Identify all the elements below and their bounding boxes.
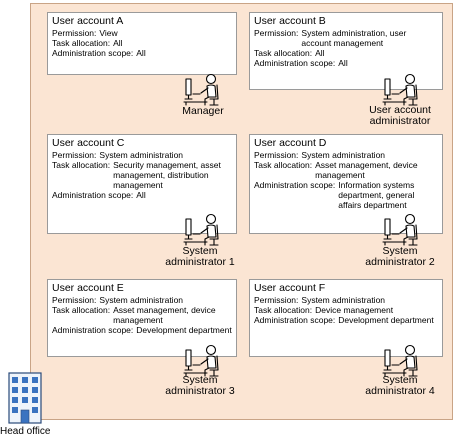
role-label: System administrator 2 (365, 245, 435, 268)
user-at-computer-icon (382, 212, 422, 246)
task-value: Asset management, device management (315, 160, 418, 180)
user-at-computer-icon (382, 72, 422, 106)
permission-value: System administration (99, 150, 184, 160)
account-title: User account B (254, 15, 326, 27)
permission-label: Permission: (254, 295, 299, 305)
user-account-card (47, 12, 237, 75)
user-at-computer-icon (183, 343, 223, 377)
task-label: Task allocation: (254, 48, 313, 58)
scope-value: Development department (338, 315, 434, 325)
role-label: User account administrator (369, 104, 431, 127)
permission-value: System administration, user account management (301, 28, 407, 48)
task-label: Task allocation: (52, 160, 111, 170)
scope-value: Information systems department, general affairs department (338, 180, 415, 210)
task-label: Task allocation: (254, 160, 313, 170)
scope-label: Administration scope: (254, 315, 336, 325)
scope-value: All (136, 48, 146, 58)
account-title: User account D (254, 137, 327, 149)
scope-label: Administration scope: (52, 190, 134, 200)
scope-value: All (136, 190, 146, 200)
task-value: All (315, 48, 325, 58)
scope-value: All (338, 58, 348, 68)
task-value: Security management, asset management, distribution management (113, 160, 221, 190)
permission-value: View (99, 28, 118, 38)
scope-label: Administration scope: (254, 58, 336, 68)
task-value: Asset management, device management (113, 305, 216, 325)
permission-label: Permission: (52, 295, 97, 305)
task-value: All (113, 38, 123, 48)
user-at-computer-icon (183, 72, 223, 106)
role-label: System administrator 4 (365, 374, 435, 397)
account-title: User account E (52, 282, 124, 294)
scope-label: Administration scope: (52, 48, 134, 58)
scope-label: Administration scope: (52, 325, 134, 335)
account-title: User account C (52, 137, 125, 149)
user-at-computer-icon (183, 212, 223, 246)
office-label: Head office (0, 426, 51, 437)
task-label: Task allocation: (254, 305, 313, 315)
permission-value: System administration (301, 150, 386, 160)
account-title: User account F (254, 282, 326, 294)
permission-label: Permission: (52, 28, 97, 38)
scope-value: Development department (136, 325, 232, 335)
permission-label: Permission: (254, 28, 299, 38)
role-label: System administrator 1 (165, 245, 235, 268)
scope-label: Administration scope: (254, 180, 336, 190)
task-value: Device management (315, 305, 394, 315)
office-building-icon (8, 372, 42, 424)
role-label: Manager (182, 105, 224, 117)
role-label: System administrator 3 (165, 374, 235, 397)
task-label: Task allocation: (52, 38, 111, 48)
user-at-computer-icon (382, 343, 422, 377)
task-label: Task allocation: (52, 305, 111, 315)
permission-value: System administration (301, 295, 386, 305)
permission-label: Permission: (52, 150, 97, 160)
permission-value: System administration (99, 295, 184, 305)
permission-label: Permission: (254, 150, 299, 160)
account-title: User account A (52, 15, 124, 27)
